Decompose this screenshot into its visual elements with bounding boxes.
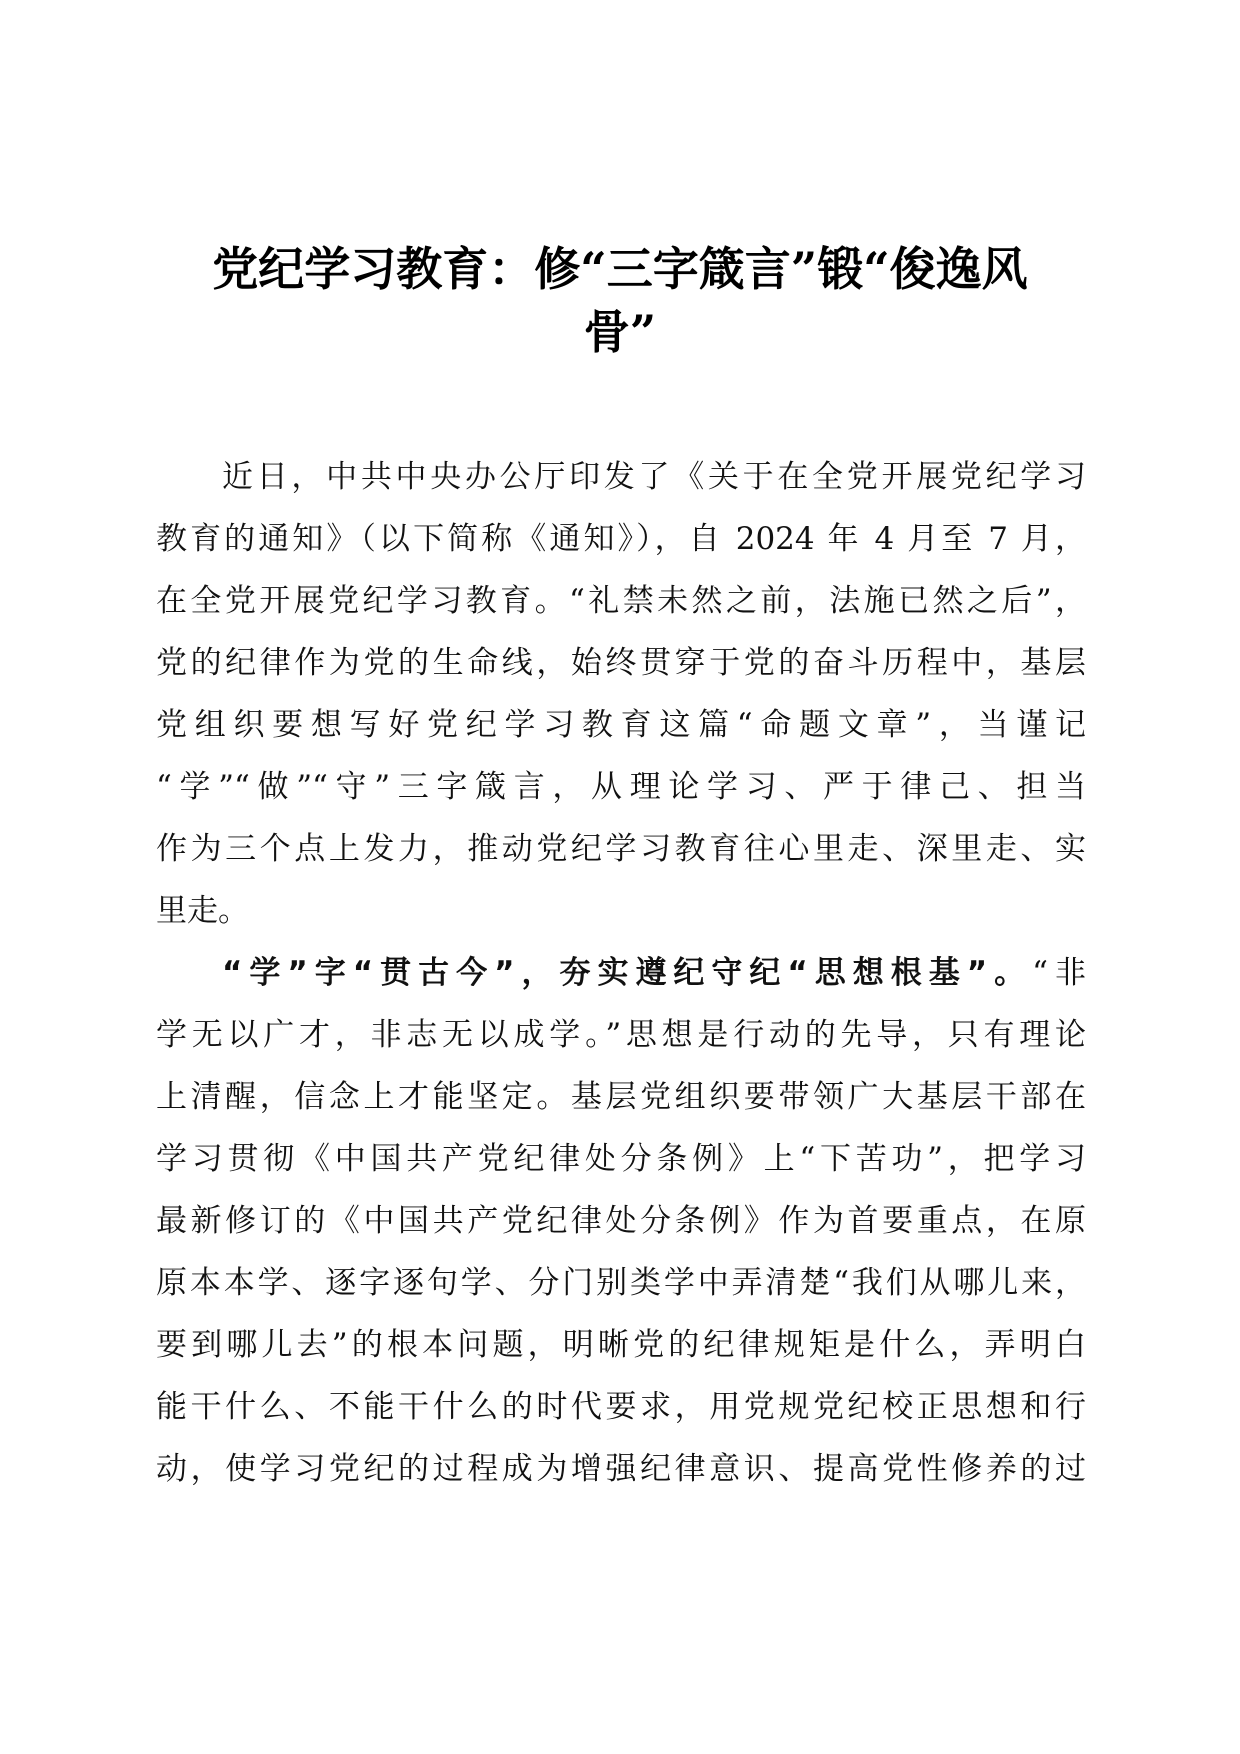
text-line: 党组织要想写好党纪学习教育这篇“命题文章”，当谨记	[156, 707, 1086, 743]
text-line: 教育的通知》（以下简称《通知》），自 2024 年 4 月至 7 月，	[156, 521, 1086, 557]
paragraph-intro	[156, 446, 1086, 942]
text-line: 里走。	[156, 893, 249, 929]
title-line-1: 党纪学习教育：修“三字箴言”锻“俊逸风	[212, 242, 1028, 296]
text-line: 原本本学、逐字逐句学、分门别类学中弄清楚“我们从哪儿来，	[156, 1265, 1086, 1301]
text-line: 在全党开展党纪学习教育。“礼禁未然之前，法施已然之后”，	[156, 583, 1086, 619]
text-line: 党的纪律作为党的生命线，始终贯穿于党的奋斗历程中，基层	[156, 645, 1086, 681]
text-line: 学习贯彻《中国共产党纪律处分条例》上“下苦功”，把学习	[156, 1141, 1086, 1177]
text-line: 动，使学习党纪的过程成为增强纪律意识、提高党性修养的过	[156, 1451, 1086, 1487]
text-line: 最新修订的《中国共产党纪律处分条例》作为首要重点，在原	[156, 1203, 1086, 1239]
text-line	[156, 942, 1086, 1004]
section-heading-study: “学”字“贯古今”，夯实遵纪守纪“思想根基”。	[222, 955, 1033, 991]
text-line: “学”“做”“守”三字箴言，从理论学习、严于律己、担当	[156, 769, 1086, 805]
text-line: 近日，中共中央办公厅印发了《关于在全党开展党纪学习	[222, 459, 1086, 495]
text-line: 作为三个点上发力，推动党纪学习教育往心里走、深里走、实	[156, 831, 1086, 867]
document-title	[160, 238, 1080, 364]
paragraph-study	[156, 942, 1086, 1500]
document-body	[156, 446, 1086, 1500]
title-line-2: 骨”	[583, 305, 657, 359]
text-line: 学无以广才，非志无以成学。”思想是行动的先导，只有理论	[156, 1017, 1086, 1053]
text-line: 要到哪儿去”的根本问题，明晰党的纪律规矩是什么，弄明白	[156, 1327, 1086, 1363]
text-line: 能干什么、不能干什么的时代要求，用党规党纪校正思想和行	[156, 1389, 1086, 1425]
text-line: 上清醒，信念上才能坚定。基层党组织要带领广大基层干部在	[156, 1079, 1086, 1115]
text-fragment: “非	[1032, 955, 1086, 991]
